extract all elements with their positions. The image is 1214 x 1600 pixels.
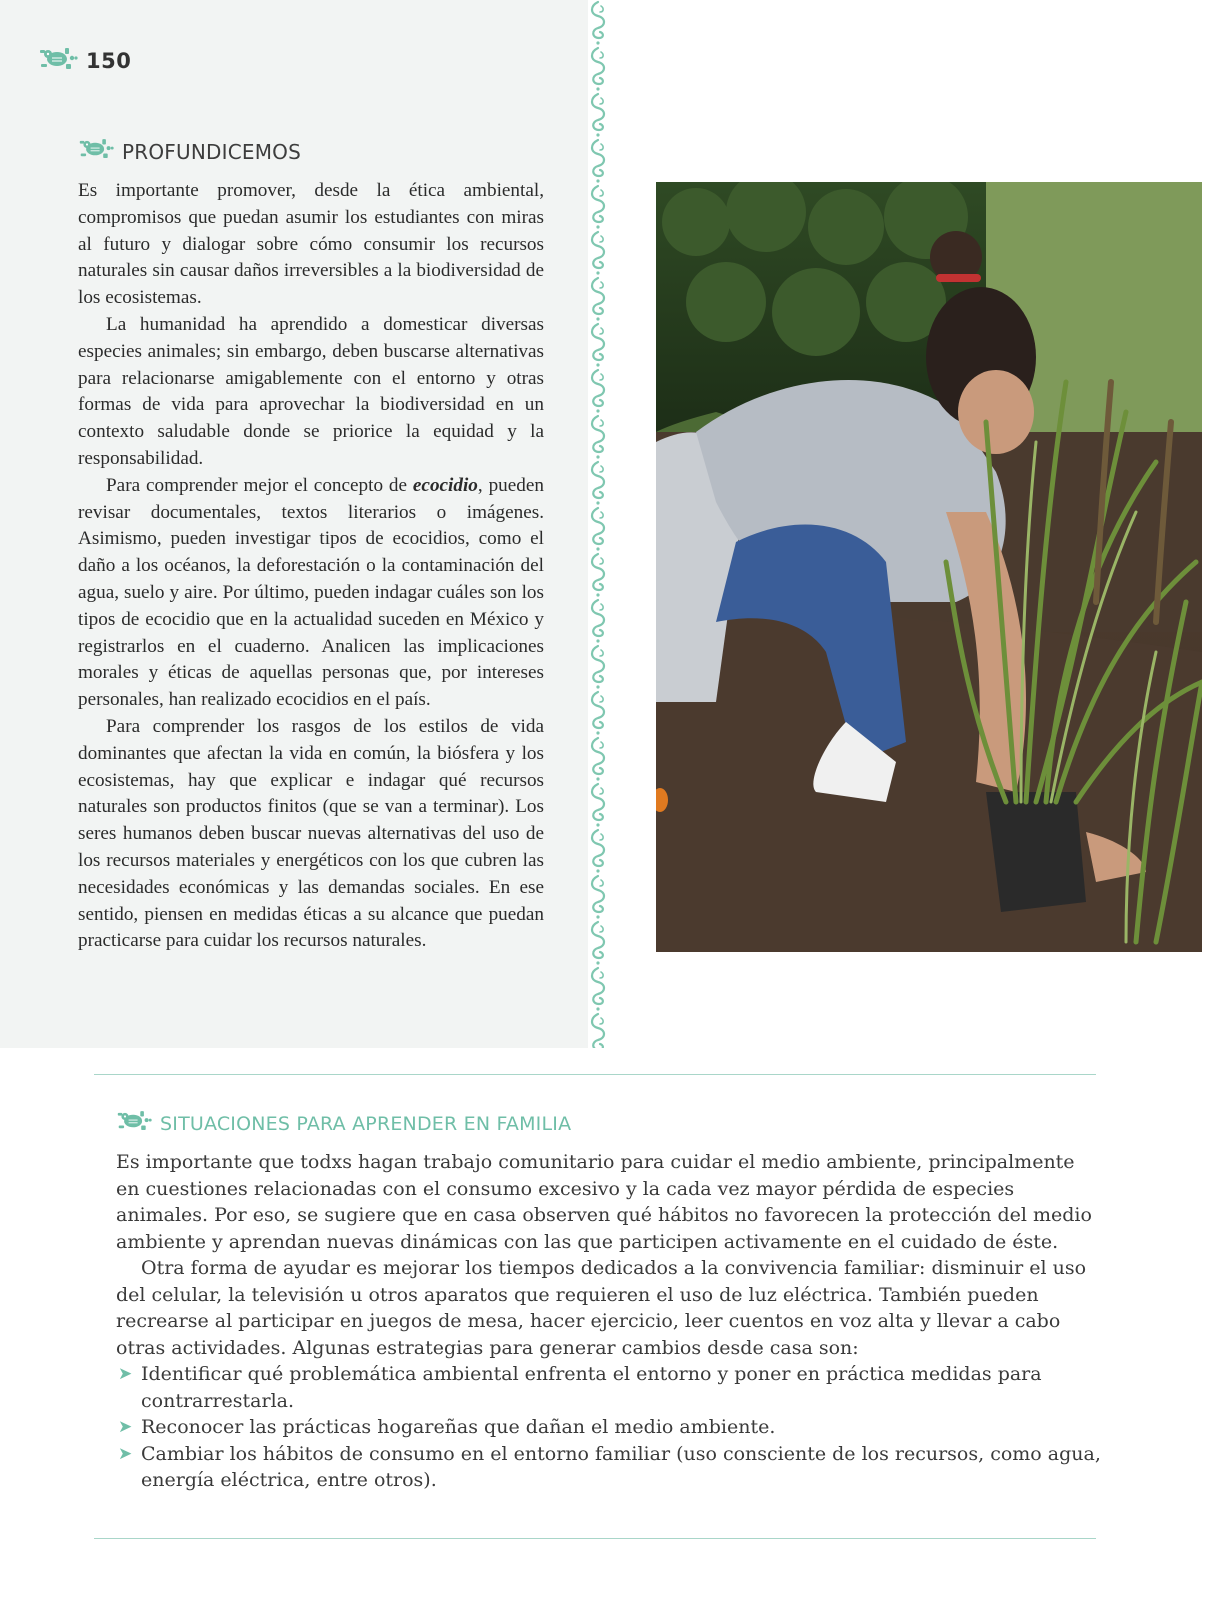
- spiral-ornament-icon: [587, 966, 609, 1012]
- paragraph: La humanidad ha aprendido a domesticar diversas especies animales; sin embargo, deben buscarse alternativas para relacionarse amigablemente con el entorno y otras formas de vida para aprovechar la biodiversidad en un contexto saludable donde se priorice la equidad y la responsabilidad.: [78, 313, 544, 469]
- profundicemos-heading: [78, 137, 301, 166]
- list-item: [116, 1414, 1104, 1441]
- list-item-text: Reconocer las prácticas hogareñas que dañan el medio ambiente.: [141, 1416, 776, 1438]
- spiral-ornament-icon: [587, 322, 609, 368]
- spiral-ornament-icon: [587, 552, 609, 598]
- spiral-ornament-icon: [587, 828, 609, 874]
- spiral-ornament-icon: [587, 874, 609, 920]
- section-divider: [94, 1538, 1096, 1539]
- profundicemos-title: PROFUNDICEMOS: [122, 139, 301, 164]
- decorative-border: [586, 0, 610, 1048]
- profundicemos-body: [78, 178, 544, 955]
- list-item: [116, 1441, 1104, 1494]
- spiral-ornament-icon: [587, 184, 609, 230]
- section-divider: [94, 1074, 1096, 1075]
- spiral-ornament-icon: [587, 92, 609, 138]
- spiral-ornament-icon: [587, 276, 609, 322]
- spiral-ornament-icon: [587, 1012, 609, 1048]
- spiral-ornament-icon: [587, 736, 609, 782]
- spiral-ornament-icon: [587, 506, 609, 552]
- list-item: [116, 1361, 1104, 1414]
- spiral-ornament-icon: [587, 414, 609, 460]
- page-header: [38, 46, 131, 76]
- text-run: Para comprender mejor el concepto de: [106, 474, 413, 496]
- glyph-frog-icon: [38, 46, 78, 76]
- list-item-text: Cambiar los hábitos de consumo en el entorno familiar (uso consciente de los recursos, como agua, energía eléctrica, entre otros).: [141, 1442, 1101, 1491]
- glyph-frog-icon: [116, 1109, 152, 1138]
- page-number: 150: [86, 49, 132, 73]
- text-run: , pueden revisar documentales, textos literarios o imágenes. Asimismo, pueden investigar tipos de ecocidios, como el daño a los océanos, la deforestación o la contaminación del agua, suelo y aire. Por último, pueden indagar cuáles son los tipos de ecocidio que en la actualidad suceden en México y registrarlos en el cuaderno. Analicen las implicaciones morales y éticas de aquellas personas que, por intereses personales, han realizado ecocidios en el país.: [78, 474, 544, 711]
- spiral-ornament-icon: [587, 230, 609, 276]
- spiral-ornament-icon: [587, 598, 609, 644]
- spiral-ornament-icon: [587, 644, 609, 690]
- familia-heading: [116, 1109, 571, 1138]
- student-planting-photo: [656, 182, 1202, 952]
- spiral-ornament-icon: [587, 690, 609, 736]
- spiral-ornament-icon: [587, 46, 609, 92]
- arrow-bullet-icon: ➤: [118, 1417, 133, 1437]
- spiral-ornament-icon: [587, 460, 609, 506]
- familia-body: [116, 1149, 1104, 1494]
- paragraph: Es importante promover, desde la ética ambiental, compromisos que puedan asumir los estudiantes con miras al futuro y dialogar sobre cómo consumir los recursos naturales sin causar daños irreversibles a la biodiversidad de los ecosistemas.: [78, 180, 544, 309]
- paragraph: Para comprender los rasgos de los estilos de vida dominantes que afectan la vida en común, la biósfera y los ecosistemas, hay que explicar e indagar qué recursos naturales son productos finitos (que se van a terminar). Los seres humanos deben buscar nuevas alternativas del uso de los recursos materiales y energéticos con los que cubren las necesidades económicas y las demandas sociales. En ese sentido, piensen en medidas éticas a su alcance que puedan practicarse para cuidar los recursos naturales.: [78, 715, 544, 952]
- paragraph: Otra forma de ayudar es mejorar los tiempos dedicados a la convivencia familiar: disminuir el uso del celular, la televisión u otros aparatos que requieren el uso de luz eléctrica. También pueden recrearse al participar en juegos de mesa, hacer ejercicio, leer cuentos en voz alta y llevar a cabo otras actividades. Algunas estrategias para generar cambios desde casa son:: [116, 1257, 1087, 1359]
- spiral-ornament-icon: [587, 368, 609, 414]
- ecocidio-term: ecocidio: [412, 474, 478, 496]
- spiral-ornament-icon: [587, 920, 609, 966]
- arrow-bullet-icon: ➤: [118, 1364, 133, 1384]
- spiral-ornament-icon: [587, 0, 609, 46]
- paragraph: Es importante que todxs hagan trabajo comunitario para cuidar el medio ambiente, principalmente en cuestiones relacionadas con el consumo excesivo y la cada vez mayor pérdida de especies animales. Por eso, se sugiere que en casa observen qué hábitos no favorecen la protección del medio ambiente y aprendan nuevas dinámicas con las que participen activamente en el cuidado de éste.: [116, 1151, 1092, 1253]
- arrow-bullet-icon: ➤: [118, 1443, 133, 1464]
- strategies-list: [116, 1361, 1104, 1494]
- list-item-text: Identificar qué problemática ambiental enfrenta el entorno y poner en práctica medidas para contrarrestarla.: [141, 1363, 1042, 1412]
- glyph-frog-icon: [78, 137, 114, 166]
- familia-title: SITUACIONES PARA APRENDER EN FAMILIA: [160, 1112, 572, 1135]
- spiral-ornament-icon: [587, 138, 609, 184]
- paragraph: [78, 473, 544, 714]
- spiral-ornament-icon: [587, 782, 609, 828]
